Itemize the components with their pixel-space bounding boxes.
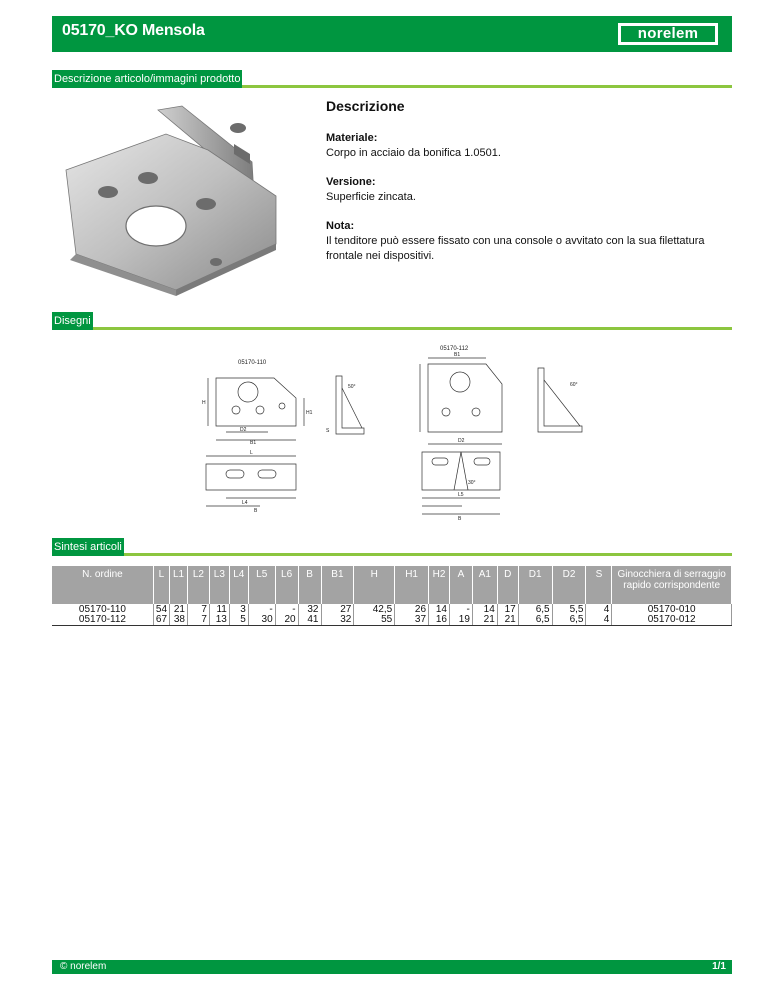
footer-copyright: © norelem xyxy=(60,961,107,972)
cell: 16 xyxy=(429,615,450,626)
cell: 54 xyxy=(153,604,169,615)
dim-b-110: B xyxy=(254,508,258,514)
material-paragraph xyxy=(326,131,726,161)
header-bar xyxy=(52,16,732,52)
dim-angle-112-top: 30° xyxy=(468,480,476,486)
hole-110-a xyxy=(232,406,240,414)
version-paragraph xyxy=(326,175,726,205)
cell: 37 xyxy=(395,615,429,626)
section-disegni-label: Disegni xyxy=(52,312,93,330)
cell: - xyxy=(449,604,472,615)
hole-112-main xyxy=(450,372,470,392)
slot-110-b xyxy=(258,470,276,478)
cell: 3 xyxy=(229,604,248,615)
th-l4: L4 xyxy=(229,566,248,604)
dim-s-110: S xyxy=(326,428,330,434)
cell: 38 xyxy=(170,615,188,626)
th-b1: B1 xyxy=(321,566,354,604)
hole-112-b xyxy=(472,408,480,416)
cell: - xyxy=(275,604,298,615)
material-label: Materiale: xyxy=(326,132,378,144)
cell: 5 xyxy=(229,615,248,626)
page-number: 1/1 xyxy=(712,961,726,972)
version-label: Versione: xyxy=(326,176,376,188)
dim-angle-112: 60° xyxy=(570,382,578,388)
norelem-logo xyxy=(618,23,718,45)
dim-b1-110: B1 xyxy=(250,440,257,446)
table-header-row xyxy=(52,566,732,604)
th-order: N. ordine xyxy=(52,566,153,604)
dim-l5-112: L5 xyxy=(458,492,464,498)
th-ginocchiera: Ginocchiera di serraggio rapido corrispondente xyxy=(612,566,732,604)
cell: 5,5 xyxy=(552,604,586,615)
cell: 21 xyxy=(170,604,188,615)
th-d2: D2 xyxy=(552,566,586,604)
th-d: D xyxy=(497,566,518,604)
dim-h-110: H xyxy=(202,400,206,406)
cell: 32 xyxy=(298,604,321,615)
hole-110-main xyxy=(238,382,258,402)
plate-110-top xyxy=(206,464,296,490)
th-a1: A1 xyxy=(472,566,497,604)
th-d1: D1 xyxy=(518,566,552,604)
cell: 7 xyxy=(187,615,209,626)
th-b: B xyxy=(298,566,321,604)
cell: 14 xyxy=(472,604,497,615)
th-l1: L1 xyxy=(170,566,188,604)
cell: 21 xyxy=(472,615,497,626)
drawing-label-112: 05170-112 xyxy=(440,346,469,352)
drawing-label-110: 05170-110 xyxy=(238,360,267,366)
th-h2: H2 xyxy=(429,566,450,604)
cell: 41 xyxy=(298,615,321,626)
logo-text: norelem xyxy=(621,26,715,42)
cell: 05170-112 xyxy=(52,615,153,626)
th-h1: H1 xyxy=(395,566,429,604)
th-l3: L3 xyxy=(209,566,229,604)
technical-drawings xyxy=(196,340,596,524)
footer-bar xyxy=(52,960,732,974)
dim-l-110: L xyxy=(250,450,253,456)
cell: 4 xyxy=(586,615,612,626)
cell: 21 xyxy=(497,615,518,626)
dim-l4-110: L4 xyxy=(242,500,248,506)
dim-b1-112: B1 xyxy=(454,352,461,358)
cell: 20 xyxy=(275,615,298,626)
cell: - xyxy=(248,604,275,615)
note-label: Nota: xyxy=(326,220,355,232)
hole-110-c xyxy=(279,403,285,409)
cell: 19 xyxy=(449,615,472,626)
dim-b-112: B xyxy=(458,516,462,522)
cell: 6,5 xyxy=(518,615,552,626)
cell: 17 xyxy=(497,604,518,615)
dim-d2-110: D2 xyxy=(240,427,247,433)
cell: 4 xyxy=(586,604,612,615)
cell: 6,5 xyxy=(518,604,552,615)
cell: 27 xyxy=(321,604,354,615)
plate-112-front xyxy=(428,364,502,432)
cell: 7 xyxy=(187,604,209,615)
th-a: A xyxy=(449,566,472,604)
cell: 42,5 xyxy=(354,604,395,615)
cell: 55 xyxy=(354,615,395,626)
material-text: Corpo in acciaio da bonifica 1.0501. xyxy=(326,147,501,159)
section-descrizione-label: Descrizione articolo/immagini prodotto xyxy=(52,70,242,88)
dim-d2-112: D2 xyxy=(458,438,465,444)
cell: 05170-010 xyxy=(612,604,732,615)
plate-110-front xyxy=(216,378,296,426)
version-text: Superficie zincata. xyxy=(326,191,416,203)
cell: 14 xyxy=(429,604,450,615)
page-title: 05170_KO Mensola xyxy=(62,22,205,39)
section-sintesi-label: Sintesi articoli xyxy=(52,538,124,556)
cell: 13 xyxy=(209,615,229,626)
th-s: S xyxy=(586,566,612,604)
th-h: H xyxy=(354,566,395,604)
articles-table xyxy=(52,566,732,626)
dim-h1-110: H1 xyxy=(306,410,313,416)
th-l: L xyxy=(153,566,169,604)
table-row xyxy=(52,615,732,626)
cell: 67 xyxy=(153,615,169,626)
section-descrizione xyxy=(52,70,732,88)
hole-110-b xyxy=(256,406,264,414)
slot-112-b xyxy=(474,458,490,465)
th-l6: L6 xyxy=(275,566,298,604)
plate-112-top xyxy=(422,452,500,490)
cell: 11 xyxy=(209,604,229,615)
cell: 32 xyxy=(321,615,354,626)
cell: 26 xyxy=(395,604,429,615)
description-block xyxy=(326,99,726,278)
cell: 6,5 xyxy=(552,615,586,626)
description-heading: Descrizione xyxy=(326,98,405,114)
product-image xyxy=(56,104,288,300)
slot-110-a xyxy=(226,470,244,478)
section-sintesi xyxy=(52,538,732,556)
slot-112-a xyxy=(432,458,448,465)
hole-112-a xyxy=(442,408,450,416)
th-l5: L5 xyxy=(248,566,275,604)
cell: 05170-012 xyxy=(612,615,732,626)
cell: 30 xyxy=(248,615,275,626)
cell: 05170-110 xyxy=(52,604,153,615)
th-l2: L2 xyxy=(187,566,209,604)
section-disegni xyxy=(52,312,732,330)
note-text: Il tenditore può essere fissato con una console o avvitato con la sua filettatura frontale nei dispositivi. xyxy=(326,235,705,262)
dim-angle-110: 50° xyxy=(348,384,356,390)
note-paragraph xyxy=(326,219,726,264)
